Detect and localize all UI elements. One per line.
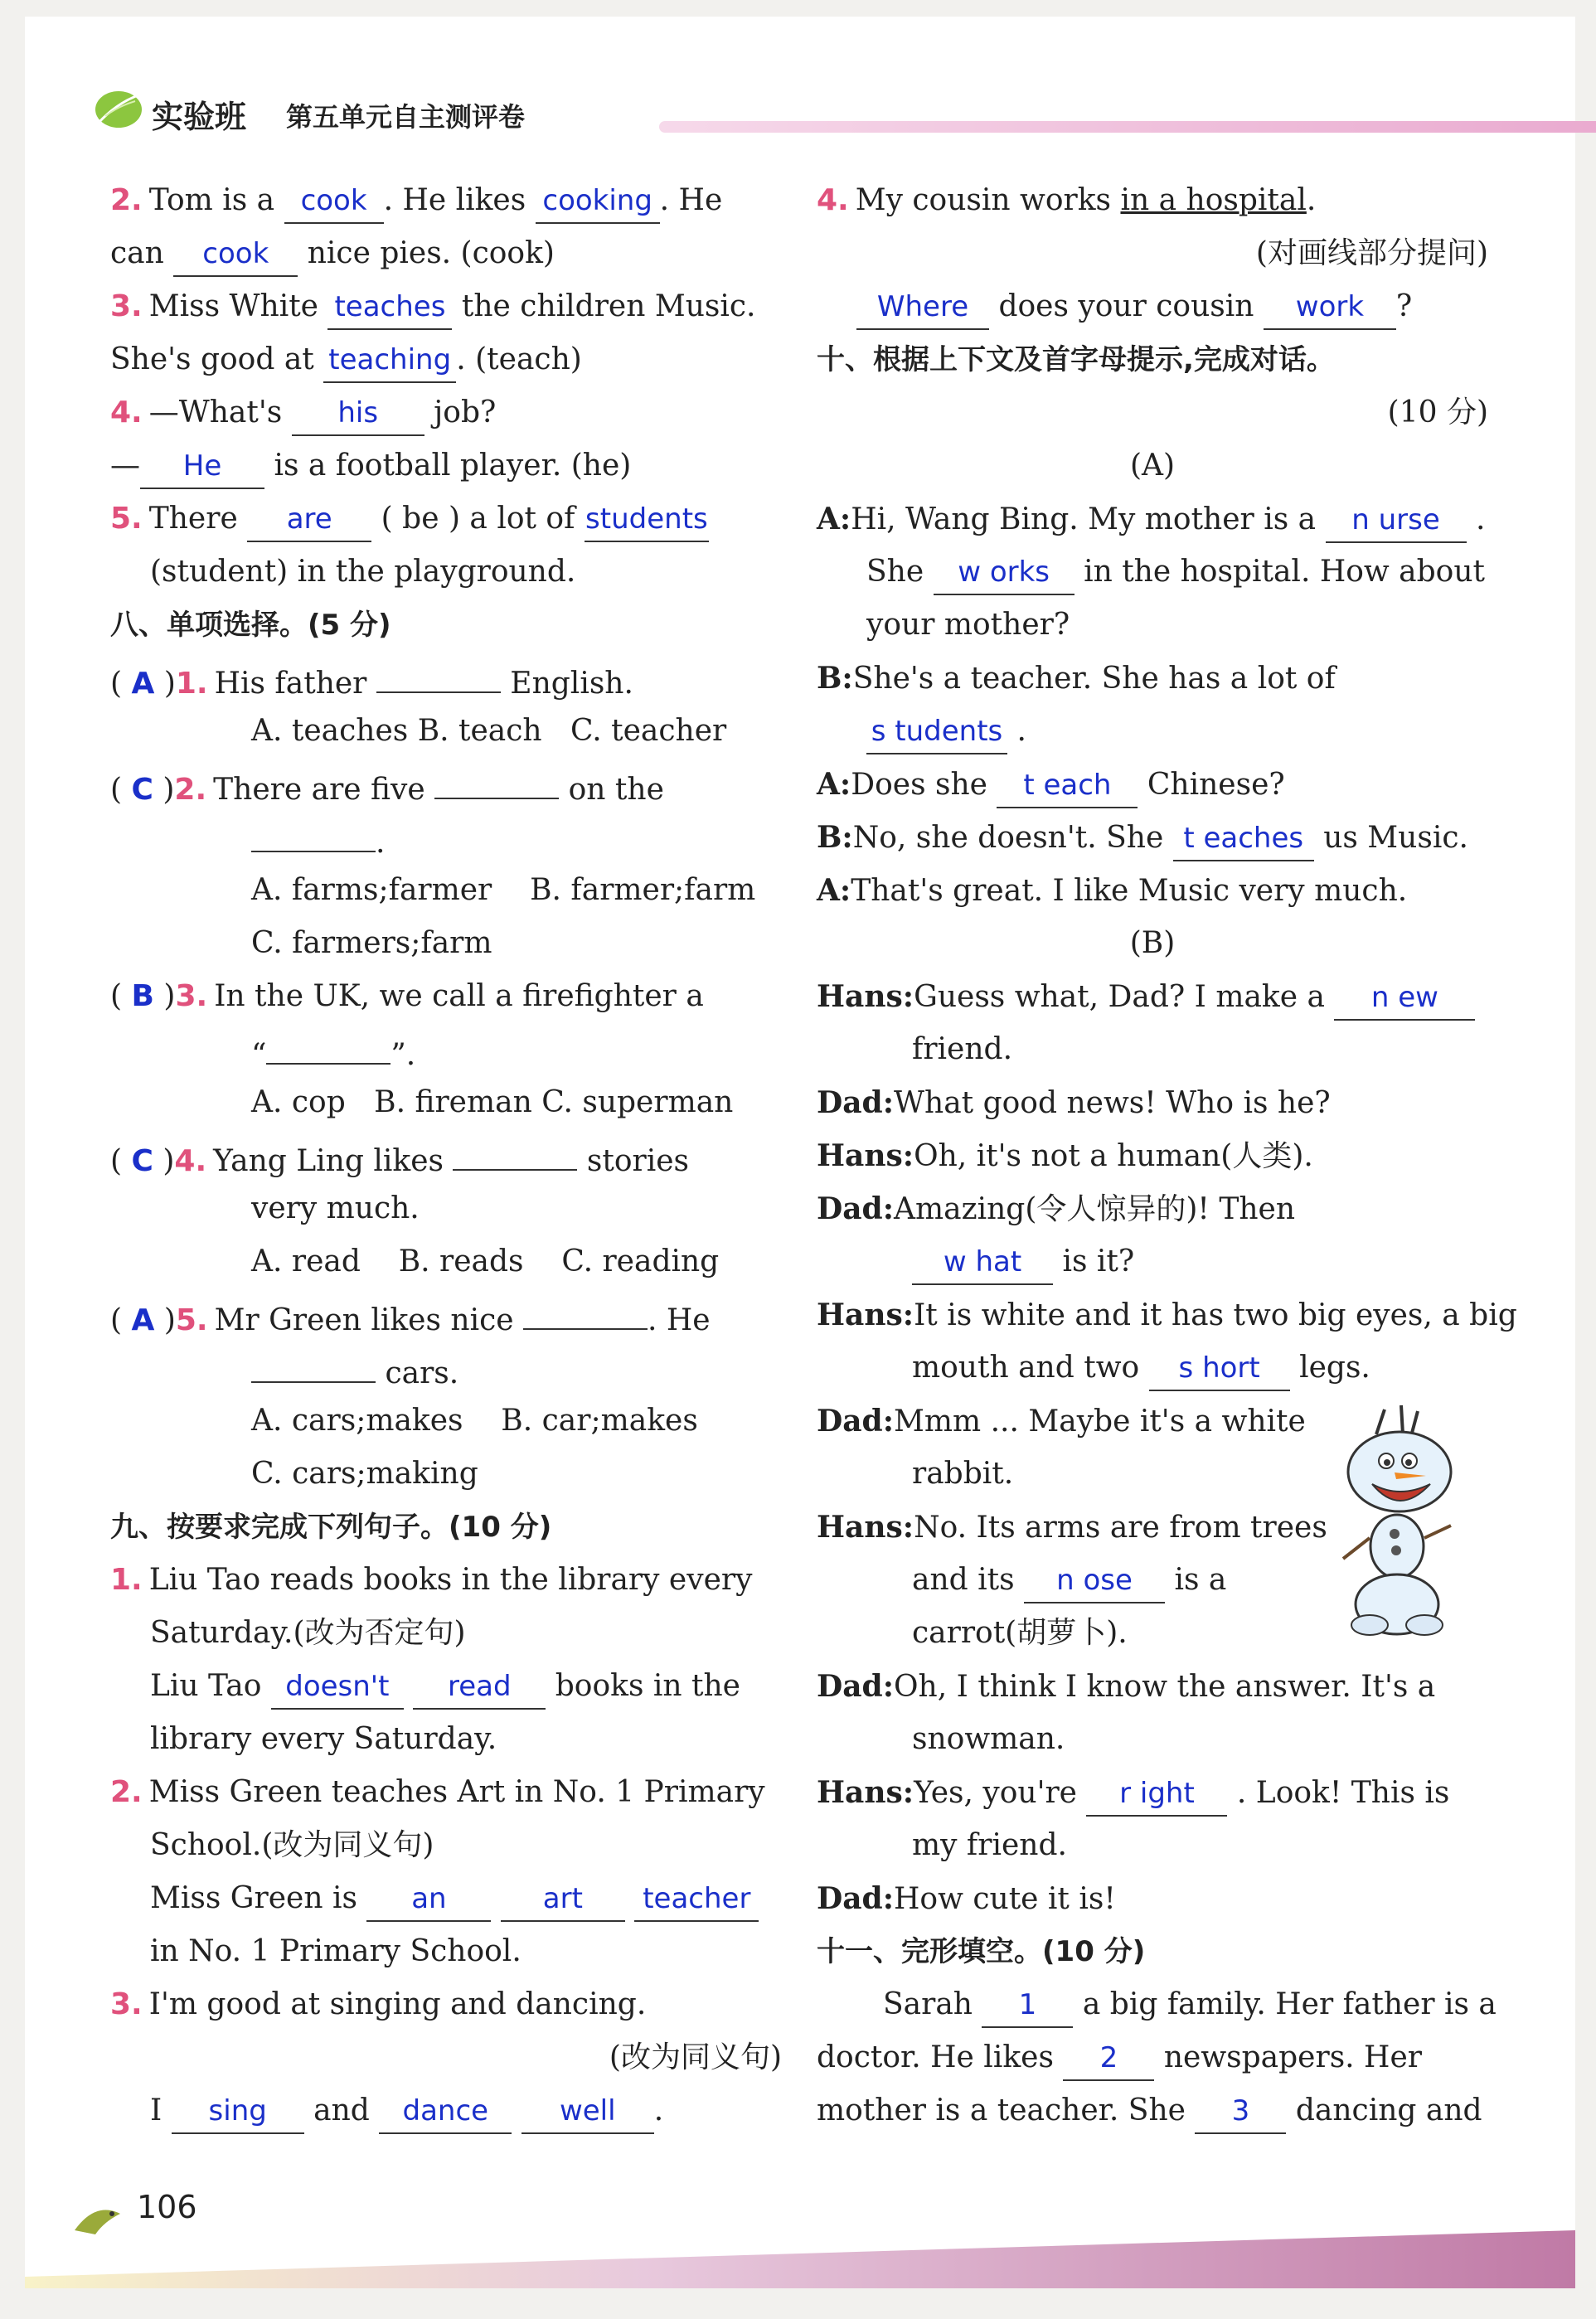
answer-blank <box>866 713 1007 754</box>
rewrite-answer-line: library every Saturday. <box>150 1722 497 1756</box>
answer-blank <box>1024 1562 1165 1603</box>
question-instruction: (对画线部分提问) <box>1255 236 1488 270</box>
dialog-line: Sarah 1 a big family. Her father is a <box>817 1978 1488 2031</box>
answer-text: his <box>337 396 379 429</box>
dialog-line: She w orks in the hospital. How about <box>817 546 1488 599</box>
answer-blank <box>1195 2093 1286 2134</box>
answer-text: n ew <box>1370 981 1438 1014</box>
answer-blank <box>1173 820 1314 861</box>
answer-text: n ose <box>1056 1564 1133 1597</box>
choice-options: C. cars;making <box>251 1457 478 1491</box>
answer-text: cook <box>300 184 367 217</box>
speaker-label: Dad: <box>817 1404 895 1438</box>
dialog-line: Hans:Oh, it's not a human(人类). <box>817 1138 1313 1173</box>
speaker-label: B: <box>817 820 853 855</box>
answer-text: w hat <box>943 1245 1022 1278</box>
page-number: 106 <box>137 2189 197 2225</box>
choice-answer: B <box>131 979 154 1013</box>
choice-blank-line: very much. <box>251 1191 420 1225</box>
choice-blank-line: . <box>110 811 782 864</box>
dialog-line: Dad:Oh, I think I know the answer. It's a <box>817 1669 1436 1704</box>
speaker-label: Hans: <box>817 1138 914 1173</box>
answer-text: students <box>585 502 708 536</box>
rewrite-question: 1. Liu Tao reads books in the library every <box>110 1563 753 1597</box>
snowman-illustration <box>1327 1401 1476 1642</box>
dialog-line: A:That's great. I like Music very much. <box>817 873 1408 908</box>
section-title: 十、根据上下文及首字母提示,完成对话。 <box>817 343 1335 376</box>
section-title: 九、按要求完成下列句子。(10 分) <box>110 1511 552 1544</box>
choice-answer: C <box>131 773 153 807</box>
answer-text: t each <box>1023 769 1112 802</box>
speaker-label: B: <box>817 661 853 696</box>
choice-question: ( B )3. In the UK, we call a firefighter a <box>110 979 704 1013</box>
dialog-line: rabbit. <box>912 1457 1014 1491</box>
answer-text: are <box>286 502 332 536</box>
section-title: 八、单项选择。(5 分) <box>110 609 391 642</box>
choice-options: A. read B. reads C. reading <box>251 1244 720 1278</box>
dialog-line: your mother? <box>866 608 1070 642</box>
header-band <box>659 121 1596 133</box>
question-line: 5. There are ( be ) a lot of students <box>110 492 782 546</box>
question-line: 2. Tom is a cook . He likes cooking . He <box>110 174 782 227</box>
choice-options: A. teaches B. teach C. teacher <box>251 714 727 748</box>
speaker-label: Hans: <box>817 1510 914 1545</box>
answer-text: doesn't <box>285 1670 390 1703</box>
answer-blank <box>1326 502 1467 543</box>
choice-question: ( A )1. His father English. <box>110 652 782 705</box>
unit-title: 第五单元自主测评卷 <box>286 101 526 133</box>
right-column <box>817 174 1517 2137</box>
answer-text: r ight <box>1119 1777 1195 1810</box>
dialog-line: s tudents . <box>817 705 1488 758</box>
fish-decoration-icon <box>70 2197 129 2239</box>
answer-blank <box>1334 979 1475 1021</box>
answer-text: teaching <box>328 343 452 376</box>
answer-text: teacher <box>643 1882 751 1915</box>
question-line: 3. Miss White teaches the children Music. <box>110 280 782 333</box>
part-label: (A) <box>1129 449 1176 483</box>
answer-text: sing <box>208 2094 267 2127</box>
dialog-line: B:No, she doesn't. She t eaches us Music. <box>817 811 1488 864</box>
answer-text: 3 <box>1231 2094 1250 2127</box>
part-label: (B) <box>1129 926 1176 960</box>
answer-blank <box>1063 2040 1154 2081</box>
speaker-label: Hans: <box>817 1298 914 1332</box>
page-header <box>79 83 1546 141</box>
speaker-label: Hans: <box>817 979 914 1014</box>
choice-question: ( A )5. Mr Green likes nice . He <box>110 1288 782 1341</box>
answer-text: w orks <box>958 555 1050 589</box>
section-score: (10 分) <box>1387 395 1488 429</box>
speaker-label: Dad: <box>817 1881 895 1916</box>
rewrite-instruction: Saturday.(改为否定句) <box>150 1616 466 1650</box>
question-line: 4. My cousin works in a hospital. <box>817 183 1317 217</box>
dialog-line: Hans:It is white and it has two big eyes, a big <box>817 1298 1517 1332</box>
answer-text: art <box>542 1882 583 1915</box>
left-column <box>110 174 782 2137</box>
dialog-line: mouth and two s hort legs. <box>817 1341 1488 1395</box>
dialog-line: mother is a teacher. She 3 dancing and <box>817 2084 1488 2137</box>
speaker-label: A: <box>817 873 851 908</box>
dialog-line: Dad:Mmm ... Maybe it's a white <box>817 1404 1306 1438</box>
dialog-line: doctor. He likes 2 newspapers. Her <box>817 2031 1488 2084</box>
answer-text: cook <box>202 237 269 270</box>
dialog-line: carrot(胡萝卜). <box>912 1616 1128 1650</box>
dialog-line: B:She's a teacher. She has a lot of <box>817 661 1336 696</box>
dialog-line: w hat is it? <box>817 1235 1488 1288</box>
dialog-line: A:Does she t each Chinese? <box>817 758 1488 811</box>
dialog-line: snowman. <box>912 1722 1065 1756</box>
speaker-label: A: <box>817 502 851 536</box>
answer-text: n urse <box>1351 503 1440 536</box>
answer-text: teaches <box>334 290 446 323</box>
choice-options: C. farmers;farm <box>251 926 492 960</box>
choice-answer: A <box>131 667 155 701</box>
answer-text: t eaches <box>1183 822 1304 855</box>
dialog-line: Dad:How cute it is! <box>817 1881 1116 1916</box>
answer-text: 1 <box>1018 1988 1037 2021</box>
question-line: Where does your cousin work ? <box>817 280 1488 333</box>
answer-text: read <box>448 1670 512 1703</box>
answer-text: Where <box>876 290 969 323</box>
dialog-line: Hans:Yes, you're r ight . Look! This is <box>817 1766 1488 1819</box>
speaker-label: A: <box>817 767 851 802</box>
choice-answer: C <box>131 1144 153 1178</box>
dialog-line: and its n ose is a <box>817 1554 1488 1607</box>
rewrite-answer-line: Miss Green is an art teacher <box>110 1872 782 1925</box>
question-line: can cook nice pies. (cook) <box>110 227 782 280</box>
leaf-logo-icon <box>94 86 145 133</box>
section-title: 十一、完形填空。(10 分) <box>817 1935 1146 1968</box>
answer-text: well <box>559 2094 616 2127</box>
rewrite-instruction: (改为同义句) <box>609 2040 782 2074</box>
dialog-line: Dad:What good news! Who is he? <box>817 1085 1331 1120</box>
answer-text: dance <box>402 2094 489 2127</box>
answer-text: 2 <box>1099 2041 1118 2074</box>
speaker-label: Dad: <box>817 1669 895 1704</box>
choice-question: ( C )2. There are five on the <box>110 758 782 811</box>
dialog-line: my friend. <box>912 1828 1067 1862</box>
choice-options: A. cop B. fireman C. superman <box>251 1085 734 1119</box>
dialog-line: Hans:Guess what, Dad? I make a n ew <box>817 970 1488 1023</box>
question-line: She's good at teaching . (teach) <box>110 333 782 386</box>
answer-text: work <box>1295 290 1365 323</box>
answer-text: an <box>411 1882 447 1915</box>
answer-blank <box>934 554 1075 595</box>
speaker-label: Dad: <box>817 1191 895 1226</box>
answer-text: s hort <box>1178 1351 1260 1385</box>
dialog-line: Dad:Amazing(令人惊异的)! Then <box>817 1191 1296 1226</box>
dialog-line: Hans:No. Its arms are from trees <box>817 1510 1327 1545</box>
answer-text: cooking <box>542 184 652 217</box>
rewrite-answer-line: Liu Tao doesn't read books in the <box>110 1660 782 1713</box>
speaker-label: Dad: <box>817 1085 895 1120</box>
choice-question: ( C )4. Yang Ling likes stories <box>110 1129 782 1182</box>
choice-options: A. farms;farmer B. farmer;farm <box>251 873 756 907</box>
answer-text: s tudents <box>871 715 1003 748</box>
choice-blank-line: “ ”. <box>110 1023 782 1076</box>
choice-options: A. cars;makes B. car;makes <box>251 1404 698 1438</box>
answer-blank <box>982 1987 1073 2028</box>
rewrite-instruction: School.(改为同义句) <box>150 1828 434 1862</box>
underlined-phrase: in a hospital <box>1120 183 1307 217</box>
rewrite-question: 2. Miss Green teaches Art in No. 1 Primary <box>110 1775 765 1809</box>
speaker-label: Hans: <box>817 1775 914 1810</box>
answer-blank <box>1086 1775 1227 1817</box>
answer-blank <box>1149 1350 1290 1391</box>
answer-blank <box>912 1244 1053 1285</box>
answer-text: He <box>182 449 222 483</box>
answer-blank <box>997 767 1138 808</box>
question-line: (student) in the playground. <box>150 555 576 589</box>
choice-blank-line: cars. <box>110 1341 782 1395</box>
question-line: 4. —What's his job? <box>110 386 782 439</box>
rewrite-answer-line: I sing and dance well . <box>110 2084 782 2137</box>
dialog-line: A:Hi, Wang Bing. My mother is a n urse . <box>817 492 1488 546</box>
choice-answer: A <box>131 1303 155 1337</box>
brand-title: 实验班 <box>152 99 247 135</box>
rewrite-answer-line: in No. 1 Primary School. <box>150 1934 521 1968</box>
rewrite-question: 3. I'm good at singing and dancing. <box>110 1987 647 2021</box>
question-line: — He is a football player. (he) <box>110 439 782 492</box>
dialog-line: friend. <box>912 1032 1013 1066</box>
